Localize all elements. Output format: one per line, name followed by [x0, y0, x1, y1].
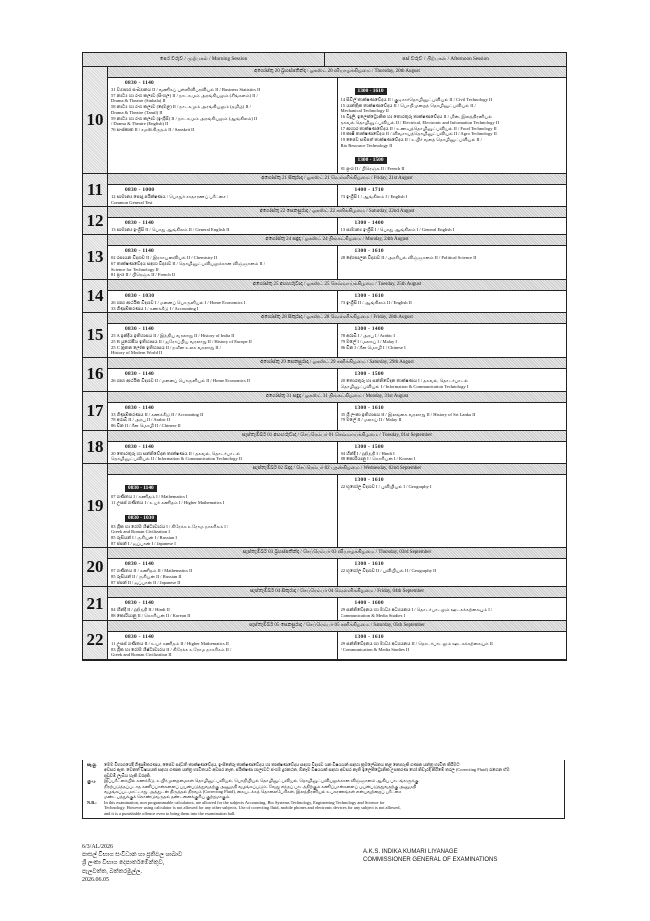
day-row: [83, 280, 566, 313]
exam-entry: / Drama & Theatre (English) II: [111, 121, 169, 127]
exam-entry: 26 ගෘහ ආර්ථික විද්‍යාව II / மனைப் பொருளியல் II / Home Economics II: [111, 378, 250, 384]
exam-entry: 13 සාමාන්‍ය ඉංග්‍රීසි I / பொது ஆங்கிலம் I / General English I: [340, 227, 455, 233]
morning-cell: [108, 632, 338, 659]
exam-entry: Science for Technology II: [111, 266, 159, 272]
day-date: අගෝස්තු 29 සෙනසුරාදා / ஓகஸ்ட் 29 சனிக்கிழமை / Saturday, 29th August: [108, 358, 566, 369]
exam-entry: 07 ගණිතය I / கணிதம் I / Mathematics I: [111, 494, 188, 500]
session-time: 0830 - 1140: [125, 633, 155, 640]
exam-entry: தொழினுட்பவியல் II / Information & Communication Technology II: [111, 456, 242, 462]
session-time: 0830 - 1140: [125, 600, 155, 607]
day-number: 19: [83, 464, 108, 547]
day-row: [83, 621, 566, 660]
exam-entry: 20 තොරතුරු හා සන්නිවේදන තාක්ෂණය II / தகவல், தொடர்பாடல்: [111, 450, 241, 456]
afternoon-cell: [338, 218, 567, 234]
exam-entry: 29 සන්නිවේදනය හා මාධ්‍ය අධ්‍යයනය I / தொடர்பாடலும் ஊடகக்கற்கையும் I /: [340, 607, 493, 613]
day-date: අගෝස්තු 28 සිකුරාදා / ஓகஸ்ட் 28 வெள்ளிக்கிழமை / Friday, 28th August: [108, 313, 566, 324]
exam-entry: 86 චීන I / சீன மொழி I / Chinese I: [340, 344, 406, 350]
exam-entry: 14 සිවිල් තාක්ෂණවේදය II / குடிசார்தொழினுட்பவியல் II / Civil Technology II: [340, 97, 493, 102]
exam-entry: தொழினுட்பவியல் I / Information & Communication Technology I: [340, 383, 469, 389]
session-time: 1300 - 1400: [354, 326, 384, 333]
session-time: 1300 - 1610: [355, 88, 387, 95]
note-text: අවසර ඇත. වෙනත් විෂයයක් සඳහා ගණක යන්ත්‍ර භාවිතයට අවසර නැත. පරීක්ෂණ ශාලාවට ජංගම දුරකථන, ඕනෑම විෂයයක් සඳහා අවසර නැති ඉලෙක්ට්‍රොනික උපකරණ හෝ නිවැරදි කිරීමේ තරල (Correcting Fluid) රැගෙන ඒම: [104, 767, 510, 773]
exam-entry: 12 සාමාන්‍ය පොදු පරීක්ෂණය / பொதுச் சாதாரணப் பரீட்சை /: [111, 194, 229, 200]
session-time: 0830 - 1140: [125, 485, 157, 492]
session-time: 1300 - 1500: [355, 157, 387, 164]
session-time: 1400 - 1600: [354, 600, 384, 607]
exam-entry: Mechanical Technology II: [340, 108, 389, 114]
afternoon-cell: [338, 246, 567, 279]
signatory-name: A.K.S. INDIKA KUMARI LIYANAGE: [363, 849, 458, 855]
exam-entry: 78 අරාබි I / அரபு I / Arabic I: [340, 333, 395, 339]
exam-entry: 88 කොරියානු II / கொரியன் II / Korean II: [111, 613, 191, 619]
exam-entry: 73 ඉංග්‍රීසි II / ஆங்கிலம் II / English II: [340, 299, 412, 305]
exam-entry: 22 භූගෝල විද්‍යාව II / புவியியல் II / Geography II: [340, 568, 437, 574]
session-time: 1300 - 1500: [354, 443, 384, 450]
note-text: மண்டபத்துக்குக் கொண்டுவருதல் தண்டனைக்குரிய குற்றமாகும்.: [104, 794, 231, 800]
exam-entry: 78 අරාබි II / அரபு II / Arabic II: [111, 417, 171, 423]
exam-entry: Bio Resource Technology II: [340, 142, 393, 148]
note-text: இப்பரீட்சையில் கணக்கீடு, உயிர்முறைமைகள் தொழினுட்பவியல், பொறியியல் தொழினுட்பவியல், தொழினுட்பவியலுக்கான விஞ்ஞானம் ஆகிய பாடங்களுக்கு: [104, 778, 419, 784]
office-line-2: ශ්‍රී ලංකා විභාග දෙපාර්තමේන්තුව,: [82, 860, 165, 867]
exam-entry: 15 යාන්ත්‍රික තාක්ෂණවේදය II / பொறிமுறைத் தொழினுட்பவியல் II /: [340, 102, 476, 108]
session-time: 0830 - 1140: [125, 443, 155, 450]
exam-entry: 86 චීන II / சீன மொழி II / Chinese II: [111, 422, 181, 428]
office-line-3: පැලවත්ත, බත්තරමුල්ල.: [82, 868, 143, 875]
exam-entry: 29 සන්නිවේදනය හා මාධ්‍ය අධ්‍යයනය II / தொடர்பாடலும் ஊடகக்கற்கையும் II: [340, 640, 493, 646]
exam-entry: 11 උසස් ගණිතය II / உயர் கணிதம் II / Higher Mathematics II: [111, 640, 229, 646]
exam-entry: 81 ප්‍රංශ II / பிரெஞ்சு II / French II: [111, 272, 175, 278]
day-number: 11: [83, 174, 108, 206]
exam-entry: 28 දේශපාලන විද්‍යාව II / அரசியல் விஞ்ஞானம் II / Political Science II: [340, 255, 477, 261]
session-time: 1300 - 1610: [354, 633, 384, 640]
day-row: [83, 358, 566, 391]
exam-entry: 20 තොරතුරු හා සන්නිවේදන තාක්ෂණය I / தகவல், தொடர்பாடல்: [340, 378, 469, 384]
morning-cell: [108, 442, 338, 463]
exam-entry: 67 තාක්ෂණවේදය සඳහා විද්‍යාව II / தொழினுட்பவியலுக்கான விஞ்ஞானம் II /: [111, 260, 265, 266]
exam-entry: 73 ඉංග්‍රීසි I / ஆங்கிலம் I / English I: [340, 194, 408, 200]
note-label: සැ.යු.: [87, 762, 97, 767]
day-row: [83, 235, 566, 280]
exam-entry: 79 මලේ II / மலாய் II / Malay II: [340, 417, 402, 423]
exam-entry: 57 නාට්‍ය හා රංග කලාව (සිංහල) II / நாடகமும் அரங்கியலும் (சிங்களம்) II /: [111, 92, 258, 98]
exam-entry: Common General Test: [111, 199, 153, 205]
exam-entry: 84 හින්දි II / ஹிந்தி II / Hindi II: [111, 607, 170, 613]
day-row: [83, 464, 566, 548]
exam-entry: 33 ගිණුම්කරණය II / கணக்கீடு II / Accounting II: [111, 411, 204, 417]
day-date: අගෝස්තු 24 සඳුදා / ஓகஸ்ட் 24 திங்கட்கிழமை / Monday, 24th August: [108, 235, 566, 246]
exam-entry: 58 නාට්‍ය හා රංග කලාව (දෙමළ) II / நாடகமும் அரங்கியலும் (தமிழ்) II /: [111, 104, 251, 110]
day-number: 15: [83, 313, 108, 357]
exam-entry: 07 ගණිතය II / கணிதம் II / Mathematics II: [111, 568, 193, 574]
day-date: සැප්තැම්බර් 02 බදාදා / செப்ரெம்பர் 02 புதன்கிழமை / Wednesday, 02nd September: [108, 464, 566, 475]
note-text: දඬුවම් ලැබිය හැකි වරදකි.: [104, 772, 151, 778]
afternoon-cell: [338, 403, 567, 430]
note-text: Technology. However using calculator is not allowed for any other subjects. Use of correcting fluid, mobile phones and electronic devices for any subject is not allowed,: [104, 805, 401, 811]
afternoon-cell: [338, 559, 567, 586]
afternoon-cell: [338, 185, 567, 206]
exam-entry: 59 නාට්‍ය හා රංග කලාව (ඉංග්‍රීසි) II / நாடகமும் அரங்கியலும் (ஆங்கிலம்) II: [111, 115, 258, 121]
timetable: [82, 52, 567, 661]
day-row: [83, 207, 566, 235]
exam-entry: 83 ග්‍රීක හා රෝම ශිෂ්ටාචාරය I / கிரேக்க உரோம நாகரிகம் I /: [111, 523, 229, 529]
day-date: අගෝස්තු 31 සඳුදා / ஓகஸ்ட் 31 திங்கட்கிழமை / Monday, 31st August: [108, 392, 566, 403]
exam-entry: 26 ගෘහ ආර්ථික විද්‍යාව I / மனைப் பொருளியல் I / Home Economics I: [111, 299, 246, 305]
day-row: [83, 587, 566, 620]
day-date: අගෝස්තු 20 බ්‍රහස්පතින්දා / ஓகஸ்ட் 20 வியாழக்கிழமை / Thursday, 20th August: [108, 67, 566, 78]
footer-office: [82, 843, 182, 884]
note-label: கு.பு.: [87, 778, 97, 784]
reference-number: 6/3/AL/2026: [82, 844, 113, 850]
afternoon-session-header: පස් වරුව / பிற்பகல் / Afternoon Session: [402, 56, 489, 62]
afternoon-cell: [338, 475, 567, 547]
session-header: [83, 53, 566, 67]
morning-cell: [108, 369, 338, 390]
exam-entry: தகவல் தொழினுட்பவியல் II / Electrical, Electronic and Information Technology II: [340, 119, 499, 125]
note-text: நிரற்படுத்தப்படாத கணிப்பான்களைப் பயன்படுத்துவதற்கு அனுமதி வழங்கப்படும். வேறு எந்தப் பாடத்திற்கும் கணிப்பான்களைப் பயன்படுத்துவதற்கு அனுமதி: [104, 783, 417, 789]
morning-cell: [108, 475, 338, 547]
morning-cell: [108, 246, 338, 279]
session-time: 0830 - 1140: [125, 326, 155, 333]
session-time: 1300 - 1610: [354, 477, 384, 484]
afternoon-cell: [338, 442, 567, 463]
exam-entry: Drama & Theatre (Sinhala) II: [111, 98, 166, 104]
exam-entry: 85 රුසියන් I / ருசியன் I / Russian I: [111, 534, 177, 540]
session-time: 1400 - 1710: [354, 187, 384, 194]
afternoon-cell: [338, 78, 567, 173]
day-number: 16: [83, 358, 108, 390]
exam-entry: 25 B යුරෝපීය ඉතිහාසය II / ஐரோப்பிய வரலாறு II / History of Europe II: [111, 339, 252, 345]
session-time: 0830 - 1030: [125, 292, 155, 299]
exam-entry: 84 හින්දි I / ஹிந்தி I / Hindi I: [340, 450, 395, 456]
day-row: [83, 174, 566, 207]
session-time: 0830 - 1140: [125, 248, 155, 255]
afternoon-cell: [338, 598, 567, 619]
exam-entry: 25 C නූතන ලෝක ඉතිහාසය II / நவீன உலக வரலாறு II /: [111, 344, 221, 350]
exam-entry: 88 කොරියානු I / கொரியன் I / Korean I: [340, 456, 416, 462]
morning-cell: [108, 291, 338, 312]
exam-entry: 35 ශ්‍රී ලංකා ඉතිහාසය II / இலங்கை வரலாறு II / History of Sri Lanka II: [340, 411, 476, 417]
exam-entry: 79 මලේ I / மலாய் I / Malay I: [340, 339, 397, 345]
note-text: and it is a punishable offence even to bring them into the examination hall.: [104, 810, 236, 816]
day-number: 21: [83, 587, 108, 619]
exam-entry: Greek and Roman Civilization II: [111, 652, 172, 658]
day-date: සැප්තැම්බර් 03 බ්‍රහස්පතින්දා / செப்ரெம்பர் 03 வியாழக்கிழமை / Thursday, 03rd September: [108, 548, 566, 559]
note-line: [87, 767, 560, 772]
exam-entry: 81 ප්‍රංශ II / பிரெஞ்சு II / French II: [340, 166, 405, 172]
day-number: 12: [83, 207, 108, 234]
day-number: 18: [83, 431, 108, 463]
exam-entry: Drama & Theatre (Tamil) II: [111, 109, 163, 115]
office-line-1: පාසල් විභාග සංවිධාන හා ප්‍රතිඵල ශාඛාව: [82, 852, 183, 859]
exam-entry: 18 කෘෂි තාක්ෂණවේදය II / விவசாயத்தொழினுட்பவியல் II / Agro Technology II: [340, 131, 497, 137]
exam-entry: 13 සාමාන්‍ය ඉංග්‍රීසි II / பொது ஆங்கிலம் II / General English II: [111, 227, 230, 233]
day-date: අගෝස්තු 22 සෙනසුරාදා / ஓகஸ்ட் 22 சனிக்கிழமை / Saturday, 22nd August: [108, 207, 566, 218]
exam-entry: 17 ආහාර තාක්ෂණවේදය II / உணவுத்தொழினுட்பவியல் II / Food Technology II: [340, 125, 497, 131]
exam-entry: 31 ව්‍යාපාර සංඛ්‍යානය II / வணிகப் புள்ளிவிபரவியல் II / Business Statistics II: [111, 87, 261, 92]
session-time: 1300 - 1610: [354, 561, 384, 568]
session-time: 0830 - 1030: [125, 515, 157, 522]
session-time: 1300 - 1610: [354, 292, 384, 299]
exam-entry: 76 සංස්කෘත II / சமஸ்கிருதம் II / Sanskrit II: [111, 126, 195, 132]
day-row: [83, 431, 566, 464]
day-date: අගෝස්තු 25 අඟහරුවාදා / ஓகஸ்ட் 25 செவ்வாய்க்கிழமை / Tuesday, 25th August: [108, 280, 566, 291]
session-time: 1300 - 1610: [354, 404, 384, 411]
exam-entry: 19 ජෛව සම්පත් තාක්ෂණවේදය II / உயிர் வளத் தொழினுட்பவியல் II /: [340, 136, 482, 142]
session-time: 1300 - 1610: [354, 248, 384, 255]
afternoon-cell: [338, 632, 567, 659]
day-number: 13: [83, 235, 108, 279]
note-text: In this examination, non programmable calculators, are allowed for the subjects Accounting, Bio Systems Technology, Engineering Technology and Science for: [104, 799, 385, 805]
day-date: අගෝස්තු 21 සිකුරාදා / ஓகஸ்ட் 21 வெள்ளிக்கிழமை / Friday, 21st August: [108, 174, 566, 185]
signatory-title: COMMISSIONER GENERAL OF EXAMINATIONS: [363, 857, 498, 863]
morning-cell: [108, 403, 338, 430]
exam-entry: 25 A ඉන්දීය ඉතිහාසය II / இந்திய வரலாறு II / History of India II: [111, 333, 235, 339]
day-rows: [83, 67, 566, 660]
day-number: 20: [83, 548, 108, 586]
exam-entry: History of Modern World II: [111, 350, 163, 356]
exam-entry: Communication & Media Studies I: [340, 613, 406, 619]
day-number: 14: [83, 280, 108, 312]
exam-entry: 22 භූගෝල විද්‍යාව I / புவியியல் I / Geography I: [340, 484, 432, 490]
session-time: 1300 - 1400: [354, 220, 384, 227]
session-time: 0830 - 1140: [125, 220, 155, 227]
exam-entry: 33 ගිණුම්කරණය I / கணக்கீடு I / Accounting I: [111, 305, 199, 311]
exam-entry: Greek and Roman Civilization I: [111, 529, 170, 535]
day-row: [83, 313, 566, 358]
session-time: 0830 - 1140: [125, 371, 155, 378]
exam-entry: 11 උසස් ගණිතය I / உயர் கணிதம் I / Higher Mathematics I: [111, 499, 225, 505]
day-row: [83, 548, 566, 587]
exam-entry: 83 ග්‍රීක හා රෝම ශිෂ්ටාචාරය II / கிரேக்க உரோம நாகரிகம் II /: [111, 646, 232, 652]
exam-entry: 85 රුසියන් II / ருசியன் II / Russian II: [111, 574, 182, 580]
session-time: 0830 - 1140: [125, 80, 155, 86]
day-row: [83, 392, 566, 431]
morning-cell: [108, 559, 338, 586]
day-row: [83, 67, 566, 174]
morning-cell: [108, 324, 338, 357]
afternoon-cell: [338, 369, 567, 390]
notes-block: [82, 760, 565, 819]
afternoon-cell: [338, 324, 567, 357]
day-number: 10: [83, 67, 108, 173]
morning-cell: [108, 218, 338, 234]
session-time: 1300 - 1500: [354, 371, 384, 378]
exam-entry: 87 ජපන් I / ஜப்பான் I / Japanese I: [111, 540, 176, 546]
note-text: வழங்கப்படமாட்டாது. அத்துடன் திருத்தல் திரவம் (Correcting Fluid), கையடக்கத் தொலைபேசிகள், இலத்திரனியல் உபகரணங்கள் என்பவற்றைப் பரீட்சை: [104, 789, 402, 795]
day-date: සැප්තැම්බර් 04 සිකුරාදා / செப்ரெம்பர் 04 வெள்ளிக்கிழமை / Friday, 04th September: [108, 587, 566, 598]
morning-cell: [108, 185, 338, 206]
issue-date: 2026.06.05: [82, 876, 109, 883]
signature-block: [363, 848, 497, 864]
morning-session-header: පෙර වරුව / முற்பகல் / Morning Session: [83, 53, 325, 66]
exam-entry: 87 ජපන් II / ஜப்பான் II / Japanese II: [111, 579, 181, 585]
exam-entry: 16 විදුලි, ඉලෙක්ට්‍රොනික හා තොරතුරු තාක්ෂණවේදය II / மின், இலத்திரனியல்: [340, 114, 493, 120]
session-time: 0830 - 1140: [125, 404, 155, 411]
morning-cell: [108, 598, 338, 619]
morning-cell: [108, 78, 338, 173]
exam-entry: 02 රසායන විද්‍යාව II / இரசாயனவியல் II / Chemistry II: [111, 255, 218, 261]
afternoon-cell: [338, 291, 567, 312]
session-time: 0830 - 1140: [125, 561, 155, 568]
day-number: 17: [83, 392, 108, 430]
day-number: 22: [83, 621, 108, 659]
day-date: සැප්තැම්බර් 05 සෙනසුරාදා / செப்ரெம்பர் 05 சனிக்கிழமை / Saturday, 05th September: [108, 621, 566, 632]
note-label: N.B.:: [87, 799, 97, 805]
exam-entry: / Communication & Media Studies II: [340, 646, 410, 652]
note-line: [87, 811, 560, 816]
session-time: 0830 - 1000: [125, 187, 155, 194]
note-text: මෙම විභාගයේදී ගිණුම්කරණය, ජෛව පද්ධති තාක්ෂණවේදය, ඉංජිනේරු තාක්ෂණවේදය හා තාක්ෂණවේදය සඳහා විද්‍යාව යන විෂයයන් සඳහා ක්‍රමලේඛනය කළ නොහැකි ගණක යන්ත්‍ර භාවිත කිරීමට: [104, 762, 460, 767]
day-date: සැප්තැම්බර් 01 අඟහරුවාදා / செப்ரெம்பர் 01 செவ்வாய்க்கிழமை / Tuesday, 01st September: [108, 431, 566, 442]
